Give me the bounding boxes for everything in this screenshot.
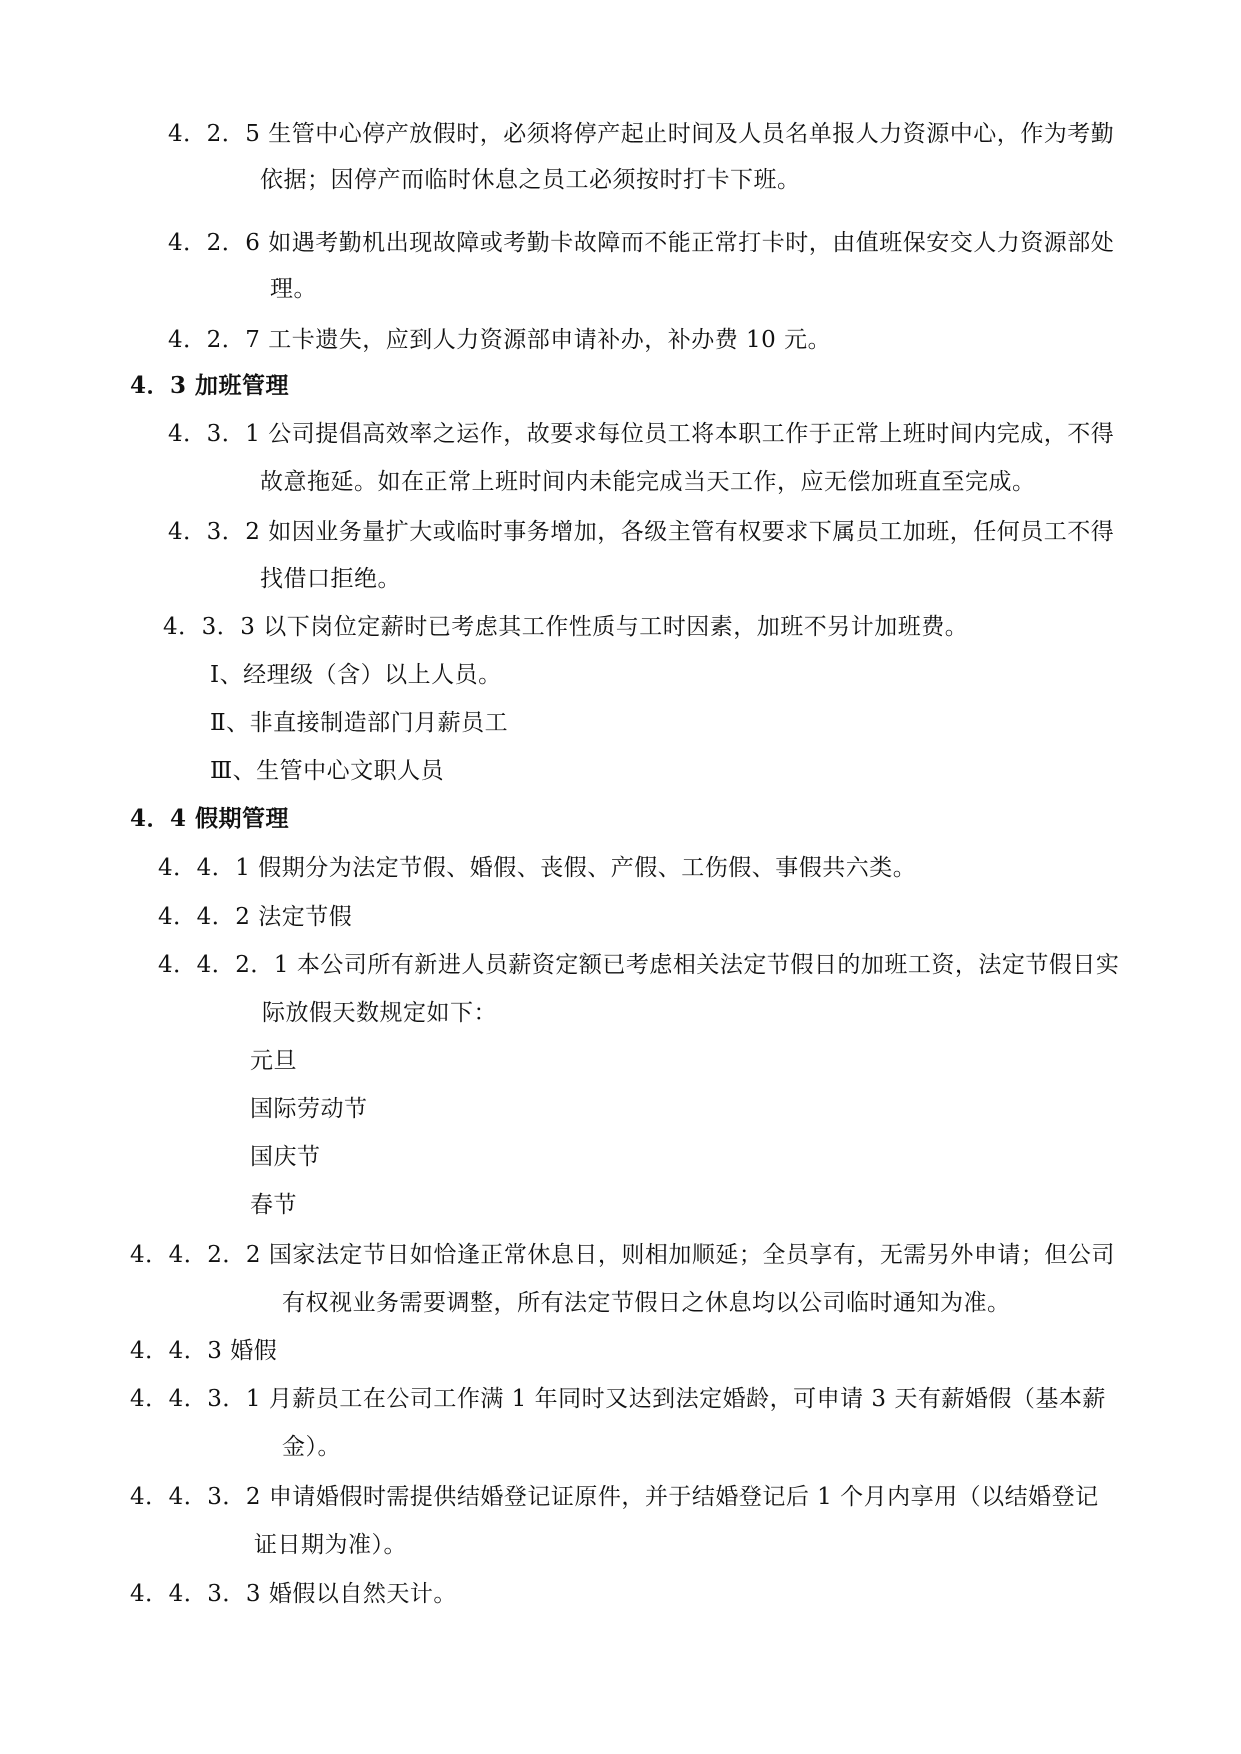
list-item-3: Ⅲ、生管中心文职人员 [210, 758, 445, 784]
clause-4-2-5: 4．2．5 生管中心停产放假时，必须将停产起止时间及人员名单报人力资源中心，作为考勤 [168, 121, 1115, 147]
clause-4-2-5-cont: 依据；因停产而临时休息之员工必须按时打卡下班。 [260, 167, 801, 193]
clause-4-4-3-3: 4．4．3．3 婚假以自然天计。 [130, 1581, 457, 1607]
clause-4-4-2: 4．4．2 法定节假 [158, 904, 353, 930]
clause-4-3-1-cont: 故意拖延。如在正常上班时间内未能完成当天工作，应无偿加班直至完成。 [260, 469, 1036, 495]
clause-4-4-3-2-cont: 证日期为准）。 [254, 1532, 407, 1558]
clause-4-3-2-cont: 找借口拒绝。 [260, 566, 401, 592]
list-item-2: Ⅱ、非直接制造部门月薪员工 [210, 710, 509, 736]
clause-4-4-3-1-cont: 金）。 [282, 1434, 341, 1460]
clause-4-2-6: 4．2．6 如遇考勤机出现故障或考勤卡故障而不能正常打卡时，由值班保安交人力资源部处 [168, 230, 1115, 256]
clause-4-4-2-2: 4．4．2．2 国家法定节日如恰逢正常休息日，则相加顺延；全员享有，无需另外申请；但公司 [130, 1242, 1115, 1268]
holiday-item: 国庆节 [250, 1144, 321, 1170]
clause-4-3-1: 4．3．1 公司提倡高效率之运作，故要求每位员工将本职工作于正常上班时间内完成，不得 [168, 421, 1115, 447]
clause-4-3-3: 4．3．3 以下岗位定薪时已考虑其工作性质与工时因素，加班不另计加班费。 [163, 614, 969, 640]
clause-4-4-3: 4．4．3 婚假 [130, 1338, 278, 1364]
clause-4-4-2-1-cont: 际放假天数规定如下： [262, 1000, 497, 1026]
clause-4-4-2-2-cont: 有权视业务需要调整，所有法定节假日之休息均以公司临时通知为准。 [282, 1290, 1011, 1316]
clause-4-3-2: 4．3．2 如因业务量扩大或临时事务增加，各级主管有权要求下属员工加班，任何员工不得 [168, 519, 1115, 545]
clause-4-4-3-2: 4．4．3．2 申请婚假时需提供结婚登记证原件，并于结婚登记后 1 个月内享用（以结婚登记 [130, 1484, 1099, 1510]
section-4-4-heading: 4．4 假期管理 [130, 805, 290, 832]
clause-4-4-3-1: 4．4．3．1 月薪员工在公司工作满 1 年同时又达到法定婚龄，可申请 3 天有薪婚假（基本薪 [130, 1386, 1106, 1412]
holiday-item: 春节 [250, 1192, 297, 1218]
holiday-item: 国际劳动节 [250, 1096, 368, 1122]
clause-4-4-2-1: 4．4．2．1 本公司所有新进人员薪资定额已考虑相关法定节假日的加班工资，法定节假日实 [158, 952, 1120, 978]
section-4-3-heading: 4．3 加班管理 [130, 372, 290, 399]
list-item-1: Ⅰ、经理级（含）以上人员。 [210, 662, 502, 688]
clause-4-4-1: 4．4．1 假期分为法定节假、婚假、丧假、产假、工伤假、事假共六类。 [158, 855, 917, 881]
holiday-item: 元旦 [250, 1048, 297, 1074]
clause-4-2-7: 4．2．7 工卡遗失，应到人力资源部申请补办，补办费 10 元。 [168, 327, 832, 353]
clause-4-2-6-cont: 理。 [270, 276, 317, 302]
